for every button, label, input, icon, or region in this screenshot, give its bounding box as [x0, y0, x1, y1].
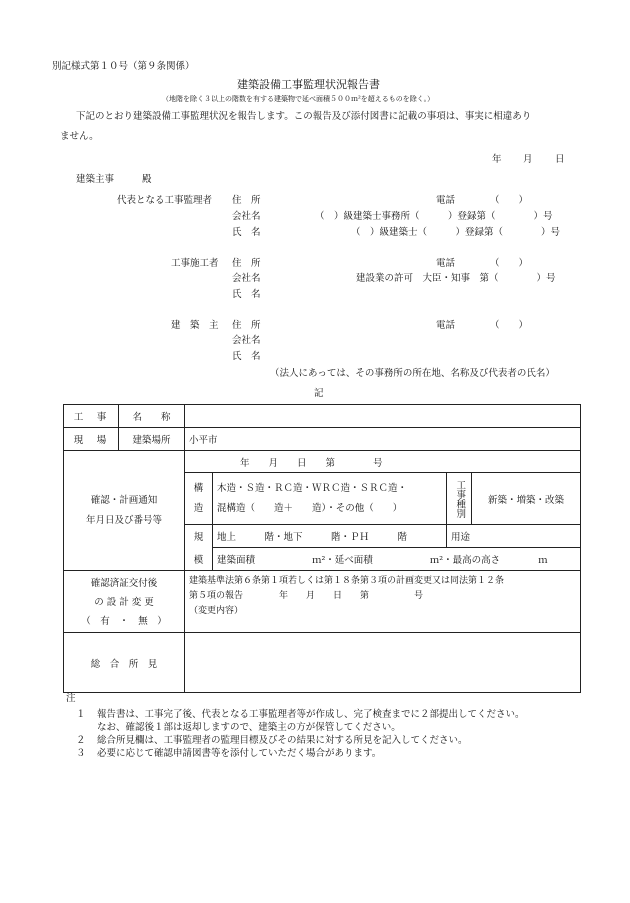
henkou-text-line2: 第５項の報告 年 月 日 第 号: [189, 591, 424, 601]
genba-label: 現 場: [64, 428, 119, 451]
notes-head: 注: [66, 693, 76, 704]
intro-text: 下記のとおり建築設備工事監理状況を報告します。この報告及び添付図書に記載の事項は、事実に相違あり: [76, 111, 532, 122]
page-title: 建築設備工事監理状況報告書: [237, 78, 380, 91]
owner-phone-paren: （ ）: [490, 320, 529, 331]
contractor-phone-paren: （ ）: [490, 258, 529, 269]
owner-phone-label: 電話: [436, 320, 456, 331]
date-year: 年: [492, 154, 502, 165]
kibo-char2: 模: [185, 548, 213, 571]
meishou-label: 名 称: [119, 405, 185, 428]
approval-date-field[interactable]: 年 月 日 第 号: [185, 451, 581, 473]
overall-opinion-field[interactable]: [185, 633, 581, 693]
contractor-phone-label: 電話: [436, 258, 456, 269]
owner-label: 建 築 主: [171, 320, 219, 331]
kibo-char1: 規: [185, 525, 213, 548]
contractor-permit: 建設業の許可 大臣・知事 第（ ）号: [356, 273, 556, 284]
areas-field[interactable]: 建築面積 ｍ²・延べ面積 ｍ²・最高の高さ ｍ: [213, 548, 581, 571]
corporate-note: （法人にあっては、その事務所の所在地、名称及び代表者の氏名）: [270, 368, 555, 379]
contractor-address-label: 住 所: [232, 258, 261, 269]
owner-name-label: 氏 名: [232, 351, 261, 362]
supervisor-office-reg: （ ）級建築士事務所（ ）登録第（ ）号: [315, 211, 553, 222]
supervisor-phone-paren: （ ）: [490, 195, 529, 206]
supervisor-name-label: 氏 名: [232, 227, 261, 238]
structure-line1: 木造・Ｓ造・ＲＣ造・ＷＲＣ造・ＳＲＣ造・: [217, 482, 408, 494]
addressee-suffix: 殿: [142, 174, 152, 185]
henkou-label-line3: （ 有 ・ 無 ）: [81, 616, 167, 627]
shubetsu-label: 工事種別: [447, 473, 472, 525]
owner-address-label: 住 所: [232, 320, 261, 331]
supervisor-address-label: 住 所: [232, 195, 261, 206]
form-number: 別記様式第１０号（第９条関係）: [52, 61, 195, 72]
contractor-company-label: 会社名: [232, 273, 261, 284]
kouji-label: 工 事: [64, 405, 119, 428]
owner-company-label: 会社名: [232, 335, 261, 346]
supervisor-label: 代表となる工事監理者: [117, 195, 213, 206]
kakunin-label: [64, 451, 185, 571]
note-2-num: ２: [76, 735, 86, 746]
kouzou-label: [185, 473, 213, 525]
youto-label: 用途: [451, 532, 471, 543]
addressee: 建築主事: [76, 174, 115, 185]
page-subtitle: （地階を除く３以上の階数を有する建築物で延べ面積５００ｍ²を超えるものを除く。）: [162, 95, 435, 103]
kakunin-label-line2: 年月日及び番号等: [85, 514, 162, 526]
note-1-num: １: [76, 709, 86, 720]
contractor-label: 工事施工者: [171, 258, 219, 269]
structure-line2: 混構造（ 造＋ 造）・その他（ ）: [217, 502, 403, 514]
site-location-field[interactable]: 小平市: [185, 428, 581, 451]
work-type-field[interactable]: 新築・増築・改築: [472, 473, 581, 525]
henkou-text-line3: （変更内容）: [189, 606, 244, 616]
report-table: [63, 404, 581, 693]
kouzou-char2: 造: [193, 502, 204, 514]
note-1: 報告書は、工事完了後、代表となる工事監理者等が作成し、完了検査までに２部提出してください。: [97, 709, 525, 720]
design-change-field[interactable]: [185, 571, 581, 633]
shoken-label: 総 合 所 見: [64, 633, 185, 693]
project-name-field[interactable]: [185, 405, 581, 428]
henkou-label-line2: の 設 計 変 更: [94, 597, 154, 608]
youto-cell: [447, 525, 581, 548]
henkou-label-line1: 確認済証交付後: [90, 578, 158, 589]
contractor-name-label: 氏 名: [232, 289, 261, 300]
date-day: 日: [555, 154, 565, 165]
note-3-num: ３: [76, 748, 86, 759]
henkou-label: [64, 571, 185, 633]
intro-text-cont: ません。: [60, 131, 99, 142]
ki-heading: 記: [314, 388, 324, 399]
date-month: 月: [523, 154, 533, 165]
note-2: 総合所見欄は、工事監理者の監理目標及びその結果に対する所見を記入してください。: [97, 735, 468, 746]
floors-field[interactable]: 地上 階・地下 階・ＰＨ 階: [213, 525, 447, 548]
basho-label: 建築場所: [119, 428, 185, 451]
henkou-text-line1: 建築基準法第６条第１項若しくは第１８条第３項の計画変更又は同法第１２条: [189, 576, 505, 586]
supervisor-phone-label: 電話: [436, 195, 456, 206]
supervisor-license-reg: （ ）級建築士（ ）登録第（ ）号: [351, 227, 561, 238]
structure-field[interactable]: [213, 473, 447, 525]
supervisor-company-label: 会社名: [232, 211, 261, 222]
note-3: 必要に応じて確認申請図書等を添付していただく場合があります。: [97, 748, 382, 759]
note-1-cont: なお、確認後１部は返却しますので、建築主の方が保管してください。: [97, 722, 401, 733]
kakunin-label-line1: 確認・計画通知: [90, 494, 158, 506]
kouzou-char1: 構: [193, 482, 204, 494]
